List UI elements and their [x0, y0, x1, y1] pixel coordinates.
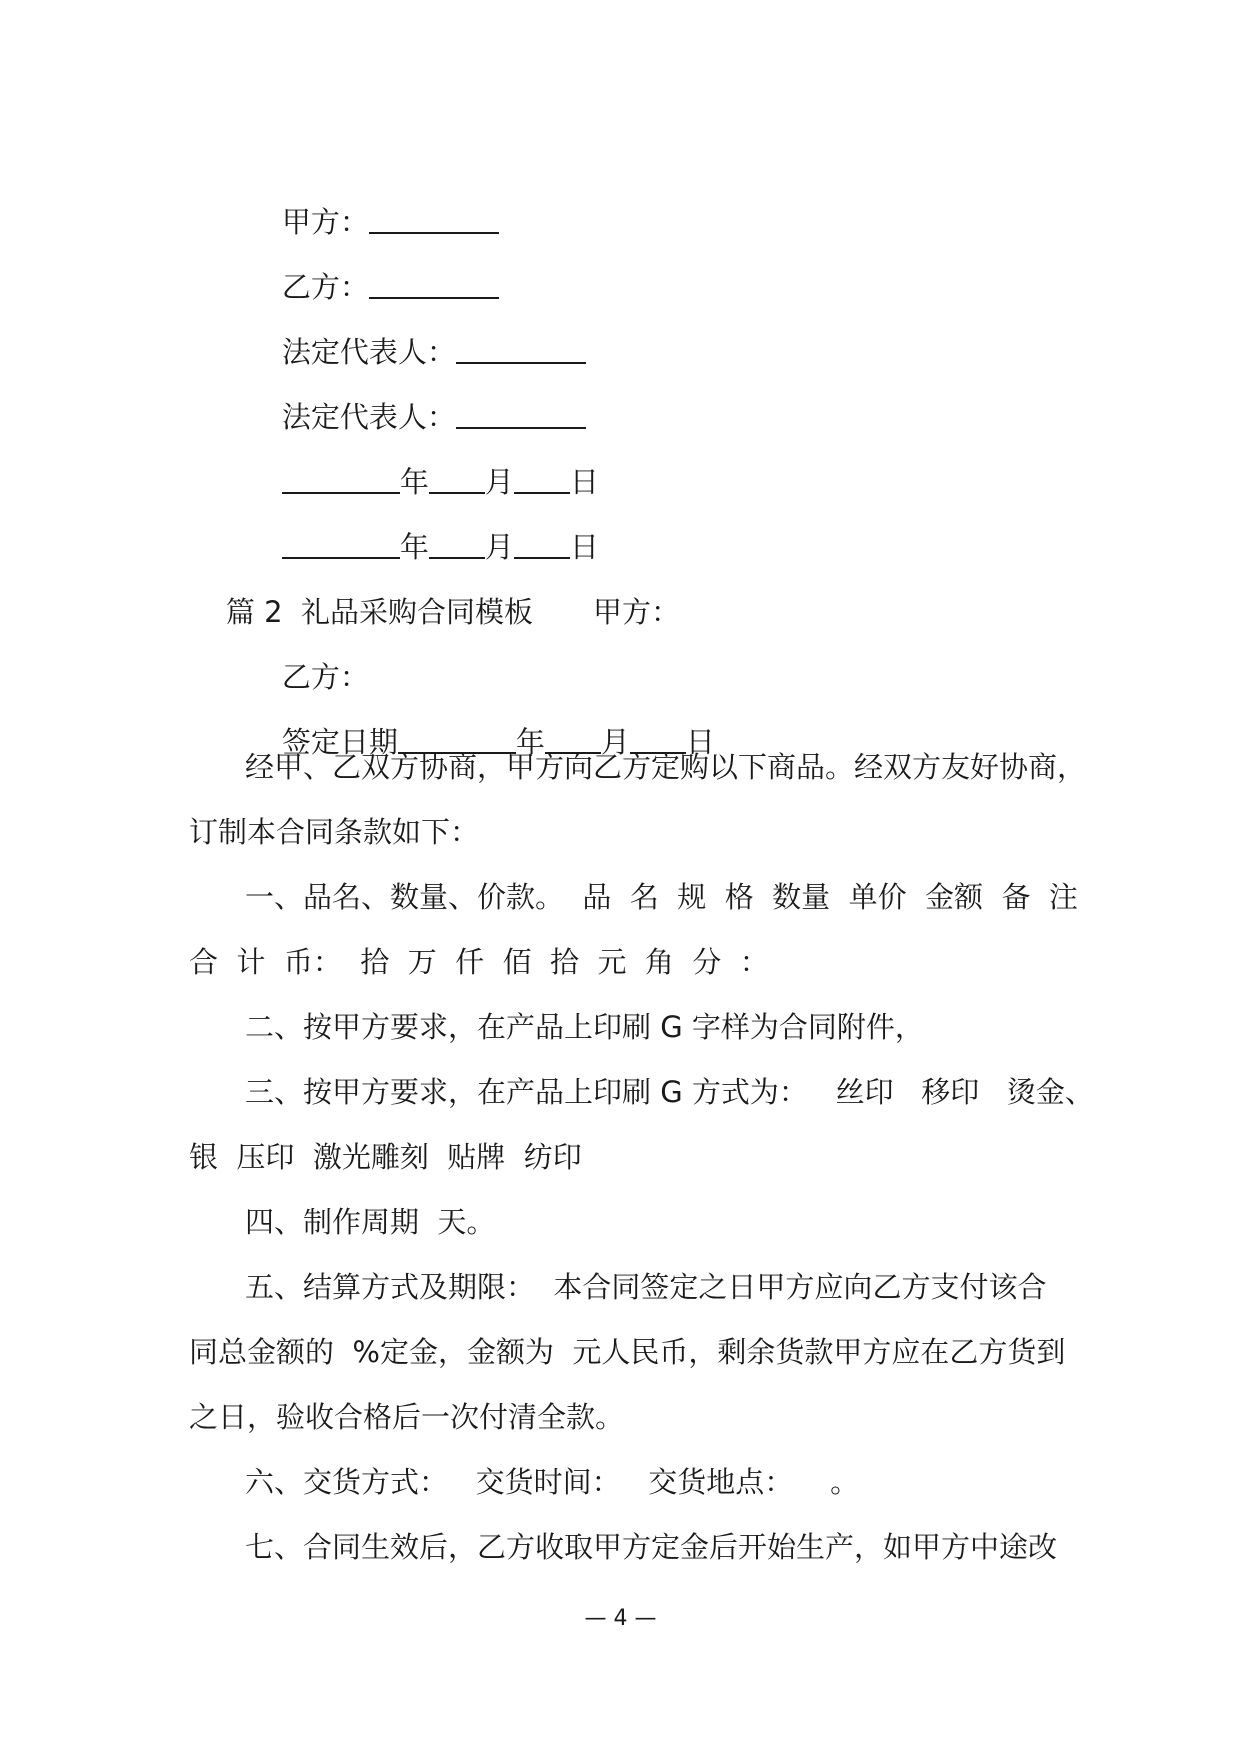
clause-3-cont-line: 银 压印 激光雕刻 贴牌 纺印 [189, 1140, 582, 1174]
clause-6-line: 六、交货方式： 交货时间： 交货地点： 。 [245, 1465, 860, 1499]
day-label: 日 [569, 530, 599, 564]
paragraph-line: 经甲、乙双方协商，甲方向乙方定购以下商品。经双方友好协商， [245, 750, 1087, 784]
clause-5-cont-line: 同总金额的 %定金，金额为 元人民币，剩余货款甲方应在乙方货到 [189, 1335, 1066, 1369]
legal-rep-label: 法定代表人： [281, 335, 456, 369]
paragraph-line: 订制本合同条款如下： [189, 815, 480, 849]
legal-rep-label: 法定代表人： [281, 400, 456, 434]
section-title: 篇 2 礼品采购合同模板 [225, 595, 533, 629]
clause-5-cont-line: 之日，验收合格后一次付清全款。 [189, 1400, 625, 1434]
day-label: 日 [569, 465, 599, 499]
month-label: 月 [484, 465, 514, 499]
clause-2-line: 二、按甲方要求，在产品上印刷 G 字样为合同附件， [245, 1010, 924, 1044]
party-b-label: 乙方： [281, 660, 369, 694]
sign-date-label: 签定日期 [281, 725, 398, 759]
party-b-label: 乙方： [281, 270, 369, 304]
day-label: 日 [685, 725, 715, 759]
clause-4-line: 四、制作周期 天。 [245, 1205, 496, 1239]
party-a-label: 甲方： [281, 205, 369, 239]
clause-5-line: 五、结算方式及期限： 本合同签定之日甲方应向乙方支付该合 [245, 1270, 1047, 1304]
clause-7-line: 七、合同生效后，乙方收取甲方定金后开始生产，如甲方中途改 [245, 1530, 1058, 1564]
year-label: 年 [399, 465, 429, 499]
month-label: 月 [600, 725, 630, 759]
year-label: 年 [515, 725, 545, 759]
clause-1-total-line: 合 计 币： 拾 万 仟 佰 拾 元 角 分 ： [189, 945, 769, 979]
year-label: 年 [399, 530, 429, 564]
month-label: 月 [484, 530, 514, 564]
clause-1-line: 一、品名、数量、价款。 品 名 规 格 数量 单价 金额 备 注 [245, 880, 1078, 914]
page-number: — 4 — [584, 1606, 657, 1631]
party-a-label: 甲方： [592, 595, 680, 629]
clause-3-line: 三、按甲方要求，在产品上印刷 G 方式为： 丝印 移印 烫金、 [245, 1075, 1094, 1109]
